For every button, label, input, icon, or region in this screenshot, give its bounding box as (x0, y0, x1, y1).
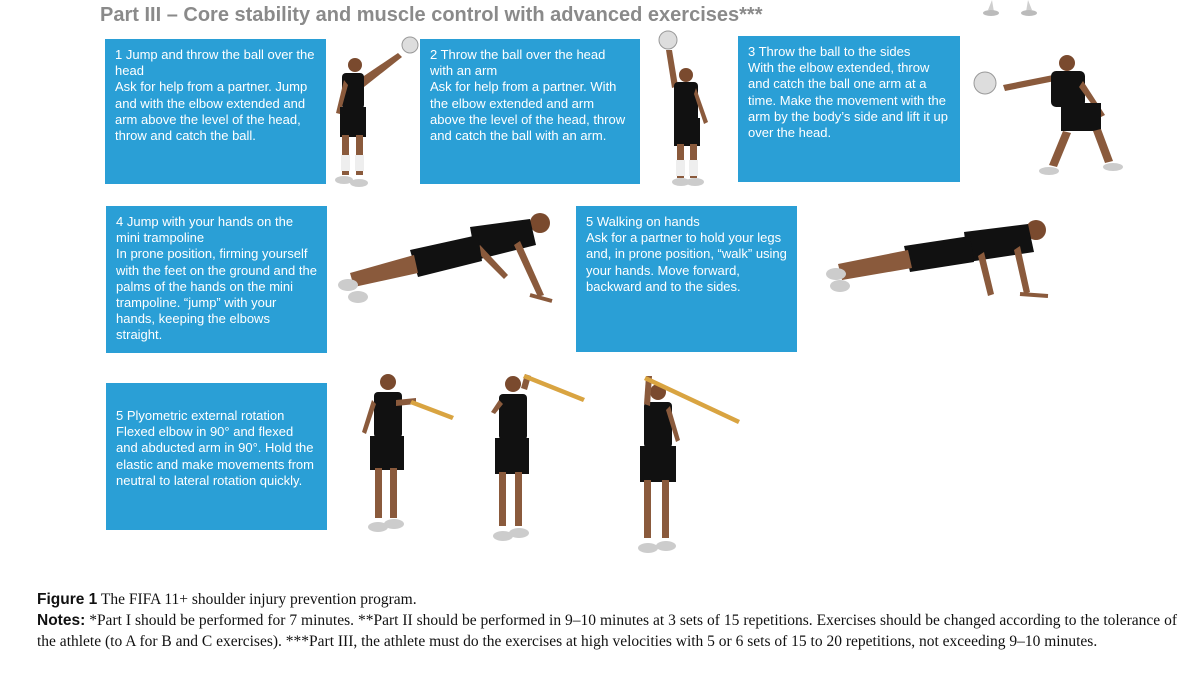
exercise-body: Ask for help from a partner. With the elbow extended and arm above the level of the head, throw and catch the ball with an arm. (430, 79, 626, 144)
part-title: Part III – Core stability and muscle control with advanced exercises*** (100, 4, 763, 26)
figure-text: The FIFA 11+ shoulder injury prevention program. (100, 591, 417, 608)
athlete-photo-side-throw (965, 45, 1125, 180)
exercise-title: 3 Throw the ball to the sides (748, 44, 911, 59)
exercise-box-4 (106, 206, 327, 353)
athlete-photo-one-arm-throw (650, 30, 735, 190)
athlete-photo-jump-throw (328, 35, 423, 190)
exercise-body: In prone position, firming yourself with the feet on the ground and the palms of the hands on the mini trampoline. “jump” with your hands, keeping the elbows straight. (116, 246, 317, 343)
exercise-body: With the elbow extended, throw and catch the ball one arm at a time. Make the movement with the arm by the body’s side and lift it up over the head. (748, 60, 948, 141)
exercise-box-1 (105, 39, 326, 184)
exercise-body: Flexed elbow in 90° and flexed and abducted arm in 90°. Hold the elastic and make movements from neutral to lateral rotation quickly. (116, 424, 314, 488)
exercise-box-6 (106, 383, 327, 530)
notes-text: *Part I should be performed for 7 minutes. **Part II should be performed in 9–10 minutes at 3 sets of 15 repetitions. Exercises should be changed according to the tolerance of the athlete (to A for B and C exercises). ***Part III, the athlete must do the exercises at high velocities with 5 or 6 sets of 15 to 20 repetitions, not exceeding 9–10 minutes. (37, 612, 1178, 650)
figure-caption (37, 589, 1177, 610)
athlete-figure-partial (980, 0, 1040, 18)
exercise-title: 4 Jump with your hands on the mini trampoline (116, 214, 294, 246)
athlete-photo-rotation-3 (630, 368, 745, 558)
exercise-box-3 (738, 36, 960, 182)
figure-notes (37, 610, 1177, 652)
athlete-photo-rotation-1 (350, 372, 460, 542)
exercise-body: Ask for a partner to hold your legs and, in prone position, “walk” using your hands. Move forward, backward and to the sides. (586, 230, 787, 294)
exercise-body: Ask for help from a partner. Jump and with the elbow extended and arm above the level of the head, throw and catch the ball. (115, 79, 308, 144)
exercise-title: 1 Jump and throw the ball over the head (115, 47, 315, 79)
exercise-title: 5 Walking on hands (586, 214, 700, 229)
figure-label: Figure 1 (37, 591, 98, 608)
exercise-title: 2 Throw the ball over the head with an arm (430, 47, 606, 79)
athlete-photo-trampoline (330, 205, 570, 315)
exercise-box-5 (576, 206, 797, 352)
exercise-title: 5 Plyometric external rotation (116, 408, 285, 423)
notes-label: Notes: (37, 612, 86, 629)
exercise-box-2 (420, 39, 640, 184)
athlete-photo-walk-hands (824, 212, 1064, 312)
athlete-photo-rotation-2 (485, 368, 595, 548)
